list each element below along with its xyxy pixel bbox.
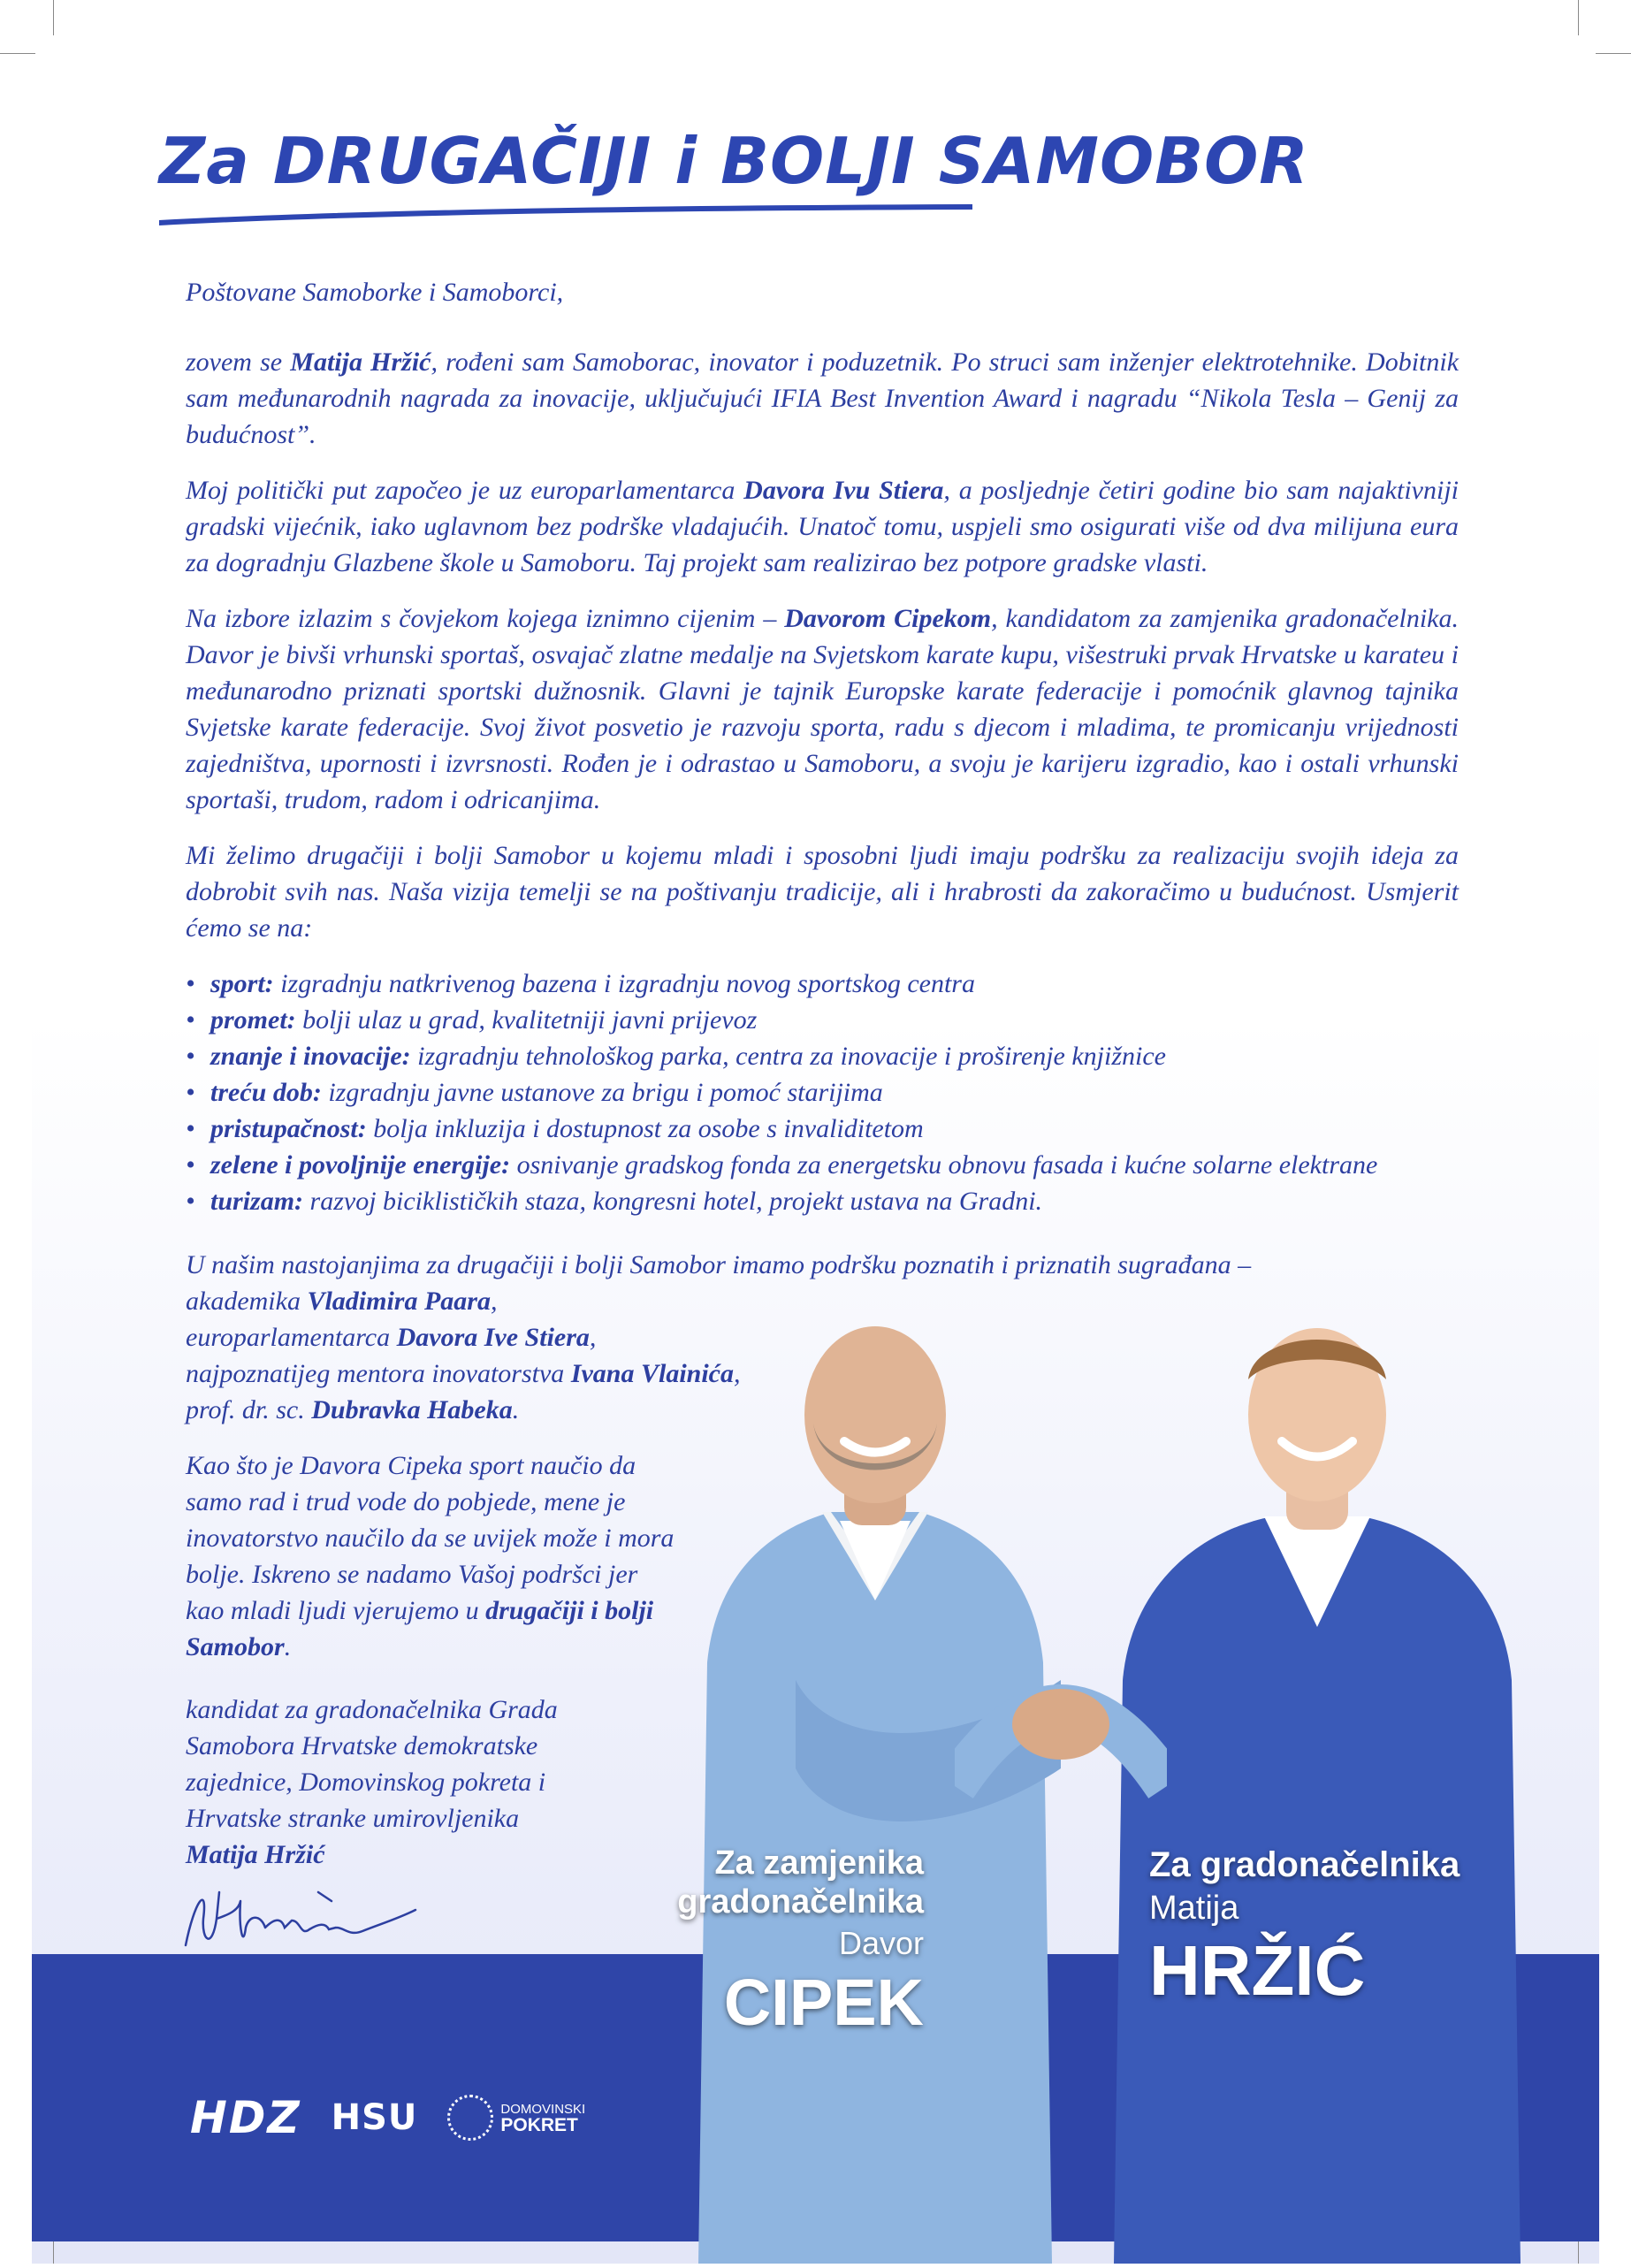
deputy-label bbox=[667, 1844, 924, 2040]
crop-mark bbox=[0, 53, 35, 54]
list-item: • pristupačnost: bolja inkluzija i dostupnost za osobe s invaliditetom bbox=[186, 1111, 1459, 1147]
mayor-last-name: HRŽIĆ bbox=[1149, 1931, 1366, 2010]
paragraph-intro: zovem se Matija Hržić, rođeni sam Samoborac, inovator i poduzetnik. Po struci sam inženjer elektrotehnike. Dobitnik sam međunarodnih nagrada za inovacije, uključujući IFIA Best Invention Award i nagradu “Nikola Tesla – Genij za budućnost”. bbox=[186, 347, 1460, 449]
deputy-first-name: Davor bbox=[838, 1925, 924, 1961]
paragraph-vision: Mi želimo drugačiji i bolji Samobor u kojemu mladi i sposobni ljudi imaju podršku za realizaciju svojih ideja za dobrobit svih nas. Naša vizija temelji se na poštivanju tradicije, ali i hrabrosti da zakoračimo u budućnost. Usmjerit ćemo se na: bbox=[186, 841, 1459, 943]
headline-underline bbox=[159, 203, 972, 226]
paragraph-politics: Moj politički put započeo je uz europarlamentarca Davora Ivu Stiera, a posljednje četiri godine bio sam najaktivniji gradski vijećnik, iako uglavnom bez podrške vladajućih. Unatoč tomu, uspjeli smo osigurati više od dva milijuna eura za dogradnju Glazbene škole u Samoboru. Taj projekt sam realizirao bez potpore gradske vlasti. bbox=[186, 476, 1459, 577]
candidate-note: kandidat za gradonačelnika Grada Samobora Hrvatske demokratske zajednice, Domovinskog pokreta i Hrvatske stranke umirovljenika Matija Hržić bbox=[186, 1695, 558, 1869]
paragraph-deputy: Na izbore izlazim s čovjekom kojega iznimno cijenim – Davorom Cipekom, kandidatom za zamjenika gradonačelnika. Davor je bivši vrhunski sportaš, osvajač zlatne medalje na Svjetskom karate kupu, višestruki prvak Hrvatske u karateu i međunarodno priznati sportski dužnosnik. Glavni je tajnik Europske karate federacije i pomoćnik glavnog tajnika Svjetske karate federacije. Svoj život posvetio je razvoju sporta, radu s djecom i mladima, te promicanju vrijednosti zajedništva, upornosti i izvrsnosti. Rođen je i odrastao u Samoboru, a svoju je karijeru izgradio, kao i ostali vrhunski sportaši, trudom, radom i odricanjima. bbox=[186, 604, 1459, 814]
deputy-role-2: gradonačelnika bbox=[677, 1883, 924, 1921]
list-item: • znanje i inovacije: izgradnju tehnološkog parka, centra za inovacije i proširenje knjižnice bbox=[186, 1038, 1459, 1074]
closing-paragraph: Kao što je Davora Cipeka sport naučio da samo rad i trud vode do pobjede, mene je inovatorstvo naučilo da se uvijek može i mora bolje. Iskreno se nadamo Vašoj podršci jer kao mladi ljudi vjerujemo u drugačiji i bolji Samobor. bbox=[186, 1451, 675, 1661]
list-item: • sport: izgradnju natkrivenog bazena i izgradnju novog sportskog centra bbox=[186, 966, 1459, 1002]
handshake bbox=[955, 1680, 1167, 1804]
greeting: Poštovane Samoborke i Samoborci, bbox=[186, 278, 564, 307]
letter-body bbox=[186, 274, 1459, 1239]
headline: Za DRUGAČIJI i BOLJI SAMOBOR bbox=[159, 124, 1309, 198]
mayor-first-name: Matija bbox=[1149, 1890, 1239, 1927]
dp-top-text: DOMOVINSKI bbox=[500, 2102, 586, 2117]
candidates-photo bbox=[654, 1309, 1600, 2264]
deputy-role: Za zamjenika bbox=[714, 1844, 924, 1882]
crop-mark bbox=[1596, 53, 1631, 54]
dp-bottom-text: POKRET bbox=[500, 2115, 578, 2135]
focus-list bbox=[186, 966, 1459, 1219]
list-item: • promet: bolji ulaz u grad, kvalitetniji javni prijevoz bbox=[186, 1002, 1459, 1038]
crop-mark bbox=[1578, 0, 1579, 35]
list-item: • treću dob: izgradnju javne ustanove za brigu i pomoć starijima bbox=[186, 1074, 1459, 1111]
hsu-logo: HSU bbox=[331, 2097, 418, 2138]
party-logos bbox=[190, 2078, 585, 2157]
support-paragraph: U našim nastojanjima za drugačiji i bolji Samobor imamo podršku poznatih i priznatih sugrađana – akademika Vladimira Paara, europarlamentarca Davora Ive Stiera, najpoznatijeg mentora inovatorstva Ivana Vlainića, prof. dr. sc. Dubravka Habeka. bbox=[186, 1250, 1252, 1424]
crop-mark bbox=[53, 0, 54, 35]
list-item: • zelene i povoljnije energije: osnivanje gradskog fonda za energetsku obnovu fasada i kućne solarne elektrane bbox=[186, 1147, 1459, 1183]
dp-ring-icon bbox=[447, 2095, 493, 2141]
mayor-role: Za gradonačelnika bbox=[1149, 1845, 1460, 1884]
list-item: • turizam: razvoj biciklističkih staza, kongresni hotel, projekt ustava na Gradni. bbox=[186, 1183, 1459, 1219]
hdz-logo: HDZ bbox=[190, 2092, 301, 2143]
mayor-label bbox=[1149, 1844, 1520, 2012]
domovinski-pokret-logo bbox=[447, 2095, 585, 2141]
deputy-last-name: CIPEK bbox=[723, 1966, 924, 2039]
